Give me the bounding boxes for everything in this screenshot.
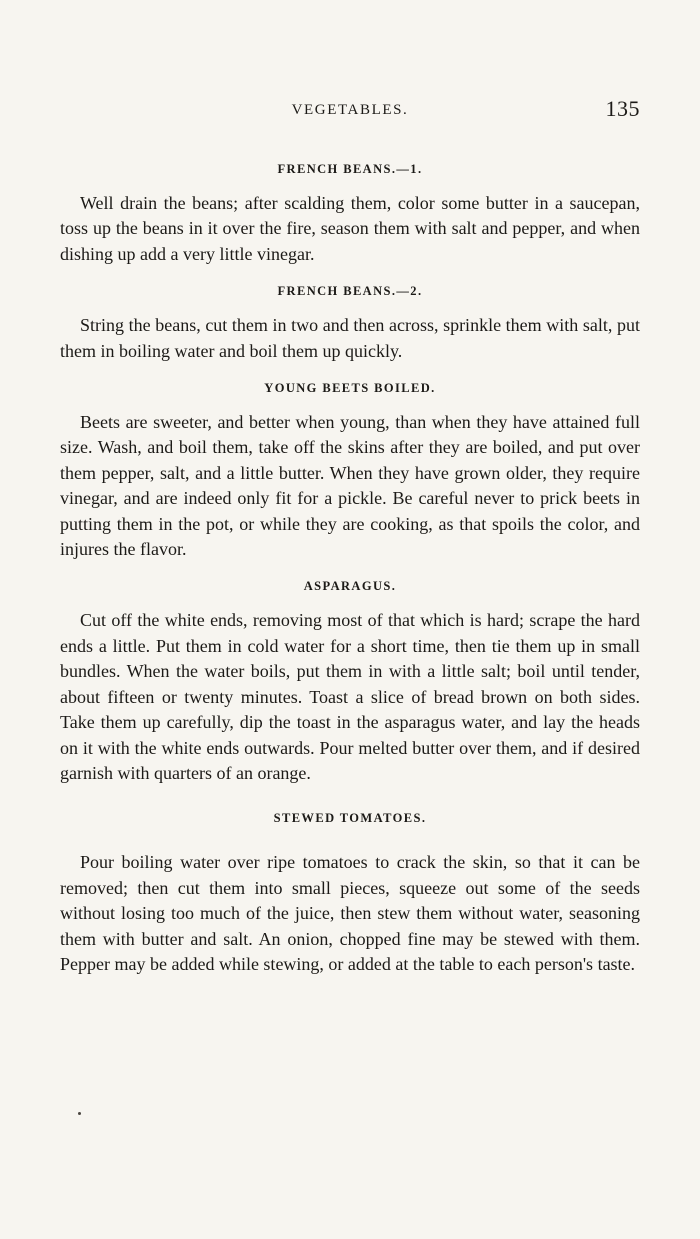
recipe-title: ASPARAGUS. xyxy=(303,579,397,594)
recipe-body: Beets are sweeter, and better when young, than when they have attained full size. Wash, and boil them, take off the skins after they are boiled, and put over them pepper, salt, and a little butter. When they have grown older, they require vinegar, and are indeed only fit for a pickle. Be careful never to prick beets in putting them in the pot, or while they are cooking, as that spoils the color, and injures the flavor. xyxy=(60,412,640,560)
recipe-french-beans-2 xyxy=(60,281,640,364)
recipe-title: YOUNG BEETS BOILED. xyxy=(264,381,436,396)
running-head xyxy=(60,96,640,130)
page-content xyxy=(60,159,640,977)
recipe-body: Cut off the white ends, removing most of that which is hard; scrape the hard ends a little. Put them in cold water for a short time, then tie them up in small bundles. When the water boils, put them in with a little salt; boil until tender, about fifteen or twenty minutes. Toast a slice of bread brown on both sides. Take them up carefully, dip the toast in the asparagus water, and lay the heads on it with the white ends outwards. Pour melted butter over them, and if desired garnish with quarters of an orange. xyxy=(60,610,640,783)
recipe-young-beets-boiled xyxy=(60,378,640,562)
running-title: VEGETABLES. xyxy=(291,102,409,118)
recipe-asparagus xyxy=(60,576,640,786)
recipe-title: STEWED TOMATOES. xyxy=(273,811,427,826)
recipe-title: FRENCH BEANS.—1. xyxy=(277,162,423,176)
recipe-stewed-tomatoes xyxy=(60,808,640,977)
recipe-body: String the beans, cut them in two and then across, sprinkle them with salt, put them in boiling water and boil them up quickly. xyxy=(60,315,640,361)
recipe-body: Well drain the beans; after scalding them, color some butter in a saucepan, toss up the beans in it over the fire, season them with salt and pepper, and when dishing up add a very little vinegar. xyxy=(60,193,640,264)
recipe-body: Pour boiling water over ripe tomatoes to crack the skin, so that it can be removed; then cut them into small pieces, squeeze out some of the seeds without losing too much of the juice, then stew them without water, seasoning them with butter and salt. An onion, chopped fine may be stewed with them. Pepper may be added while stewing, or added at the table to each person's taste. xyxy=(60,852,640,974)
page-number: 135 xyxy=(605,96,640,121)
ink-speck xyxy=(78,1112,81,1115)
recipe-title: FRENCH BEANS.—2. xyxy=(277,284,423,299)
recipe-french-beans-1 xyxy=(60,159,640,267)
